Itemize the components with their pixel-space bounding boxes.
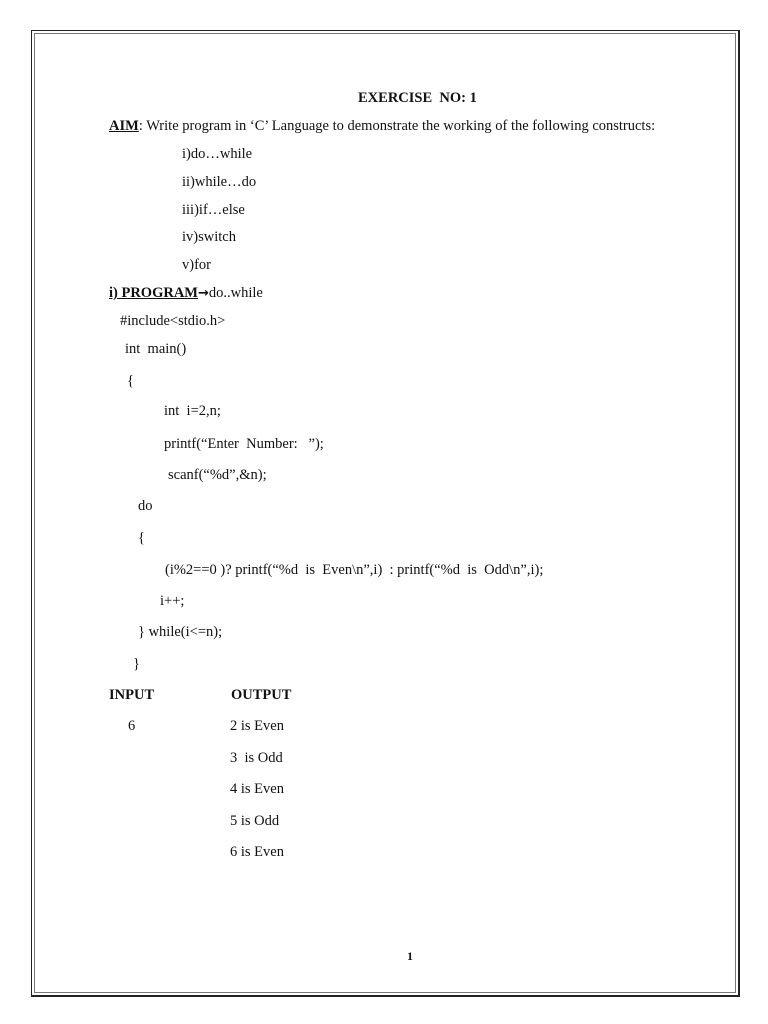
aim-line xyxy=(109,119,655,134)
exercise-title: EXERCISE NO: 1 xyxy=(358,90,477,106)
code-line: i++; xyxy=(160,593,185,609)
code-line: int i=2,n; xyxy=(164,403,221,419)
aim-label: AIM xyxy=(109,118,139,134)
program-heading-line xyxy=(109,286,263,301)
output-header: OUTPUT xyxy=(231,687,292,703)
input-value: 6 xyxy=(128,718,136,734)
code-line: { xyxy=(127,373,134,389)
code-line: } xyxy=(133,656,140,672)
code-line: (i%2==0 )? printf(“%d is Even\n”,i) : printf(“%d is Odd\n”,i); xyxy=(165,562,544,578)
construct-item: iii)if…else xyxy=(182,202,245,218)
output-line: 4 is Even xyxy=(230,781,284,797)
code-line: printf(“Enter Number: ”); xyxy=(164,436,324,452)
code-line: #include<stdio.h> xyxy=(120,313,226,329)
construct-item: v)for xyxy=(182,257,211,273)
right-arrow-icon: → xyxy=(198,286,209,301)
program-heading: i) PROGRAM xyxy=(109,285,198,301)
code-line: scanf(“%d”,&n); xyxy=(168,467,267,483)
code-line: { xyxy=(138,530,145,546)
construct-item: ii)while…do xyxy=(182,174,257,190)
construct-item: iv)switch xyxy=(182,229,236,245)
output-line: 6 is Even xyxy=(230,844,284,860)
aim-text: : Write program in ‘C’ Language to demonstrate the working of the following constructs: xyxy=(138,118,656,134)
construct-item: i)do…while xyxy=(182,146,253,162)
output-line: 3 is Odd xyxy=(230,750,283,766)
program-name: do..while xyxy=(208,285,263,301)
input-header: INPUT xyxy=(109,687,155,703)
output-line: 5 is Odd xyxy=(230,813,280,829)
code-line: do xyxy=(138,498,153,514)
page-number: 1 xyxy=(407,949,413,963)
code-line: } while(i<=n); xyxy=(138,624,223,640)
output-line: 2 is Even xyxy=(230,718,284,734)
code-line: int main() xyxy=(125,341,187,357)
